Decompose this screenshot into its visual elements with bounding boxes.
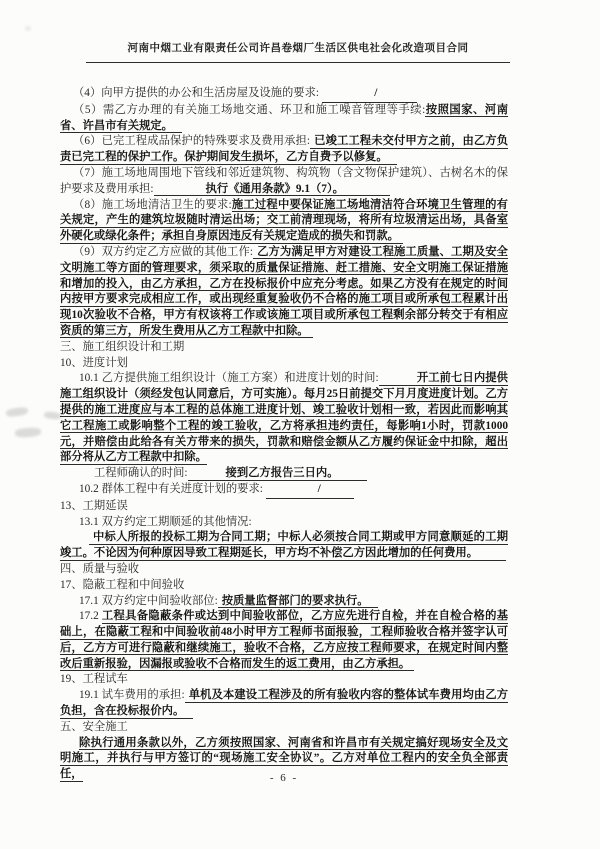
scan-smudge bbox=[15, 427, 42, 438]
engineer-confirm-fill-text: 接到乙方报告三日内。 bbox=[188, 467, 367, 481]
item-4-label: （4）向甲方提供的办公和生活房屋及设施的要求: bbox=[73, 87, 320, 99]
scan-smudge bbox=[25, 26, 31, 31]
section-4-heading: 四、质量与验收 bbox=[60, 562, 140, 575]
item-10-2-label: 10.2 群体工程中有关进度计划的要求: bbox=[79, 482, 263, 495]
item-9-label: （9）双方约定乙方应做的其他工作: bbox=[73, 245, 254, 258]
scan-smudge bbox=[44, 411, 62, 420]
contract-item-10-2 bbox=[60, 482, 508, 499]
item-8-label: （8）施工场地清洁卫生的要求: bbox=[73, 198, 232, 211]
item-13-1-label: 13.1 双方约定工期顺延的其他情况: bbox=[79, 515, 252, 528]
contract-item-17-1 bbox=[60, 594, 508, 610]
contract-item-9 bbox=[60, 245, 508, 340]
clause-17-heading: 17、隐蔽工程和中间验收 bbox=[60, 578, 185, 591]
item-7-fill-text: 执行《通用条款》9.1（7）。 bbox=[154, 183, 390, 197]
item-10-1-label: 10.1 乙方提供施工组织设计（施工方案）和进度计划的时间: bbox=[79, 372, 379, 385]
contract-body bbox=[60, 86, 508, 783]
item-8-fill-text: 施工过程中要保证施工场地清洁符合环境卫生管理的有关规定，产生的建筑垃圾随时清运出场；交工前清理现场，将所有垃圾清运出场，具备室外硬化或绿化条件；承担自身原因违反有关规定造成的损失和罚款。 bbox=[60, 198, 508, 243]
contract-item-7 bbox=[60, 166, 508, 198]
contract-item-13-1 bbox=[60, 515, 508, 531]
item-5-label: （5）需乙方办理的有关施工场地交通、环卫和施工噪音管理等手续: bbox=[73, 103, 426, 116]
contract-item-6 bbox=[60, 134, 508, 166]
item-17-2-fill-text: 工程具备隐蔽条件或达到中间验收部位，乙方应先进行自检，并在自检合格的基础上，在隐蔽工程和中间验收前48小时甲方工程师书面报验，工程师验收合格并签字认可后，乙方方可进行隐蔽和继续施工，验收不合格，乙方应按工程师要求，在规定时间内整改后重新报验，因漏报或验收不合格而发生的返工费用，由乙方承担。 bbox=[60, 610, 508, 670]
contract-title: 河南中烟工业有限责任公司许昌卷烟厂生活区供电社会化改造项目合同 bbox=[86, 40, 510, 63]
item-10-2-blank-field: / bbox=[266, 482, 354, 499]
section-3-heading: 三、施工组织设计和工期 bbox=[60, 340, 185, 353]
contract-item-4 bbox=[60, 86, 508, 103]
item-9-fill-text: 乙方为满足甲方对建设工程施工质量、工期及安全文明施工等方面的管理要求，须采取的质量保证措施、赶工措施、安全文明施工保证措施和增加的投入，由乙方承担，乙方在投标报价中应充分考虑。如果乙方没有在规定的时间内按甲方要求完成相应工作，或出现经重复验收仍不合格的施工项目或所承包工程累计出现10次验收不合格，甲方有权该将工作或该施工项目或所承包工程剩余部分转交于有相应资质的第三方，所发生费用从乙方工程款中扣除。 bbox=[60, 245, 508, 337]
contract-item-8 bbox=[60, 198, 508, 245]
contract-item-19-1 bbox=[60, 688, 508, 720]
item-13-1-fill-text: 中标人所报的投标工期为合同工期；中标人必须按合同工期或甲方同意顺延的工期竣工。不论因为何种原因导致工程期延长，甲方均不补偿乙方因此增加的任何费用。 bbox=[60, 531, 508, 560]
engineer-confirm-label: 工程师确认的时间: bbox=[94, 467, 188, 480]
clause-13-heading: 13、工期延误 bbox=[60, 499, 128, 512]
item-10-1-fill-text: 开工前七日内提供施工组织设计（须经发包认同意后，方可实施）。每月25日前提交下月月度进度计划。乙方提供的施工进度应与本工程的总体施工进度计划、竣工验收计划相一致，若因此而影响其它工程施工或影响整个工程的竣工验收，乙方将承担违约责任，每影响1小时，罚款1000元，并赔偿由此给各有关方带来的损失，罚款和赔偿金额从乙方履约保证金中扣除，超出部分将从乙方工程款中扣除。 bbox=[60, 372, 508, 464]
item-19-1-label: 19.1 试车费用的承担: bbox=[79, 689, 185, 702]
page-number: - 6 - bbox=[269, 772, 299, 784]
engineer-confirm-line bbox=[60, 466, 508, 482]
item-6-label: （6）已完工程成品保护的特殊要求及费用承担: bbox=[73, 135, 311, 148]
contract-item-5 bbox=[60, 103, 508, 135]
item-17-2-label: 17.2 bbox=[79, 610, 99, 623]
scan-smudge bbox=[6, 407, 29, 418]
item-17-1-label: 17.1 双方约定中间验收部位: bbox=[79, 594, 218, 607]
item-7-label: （7）施工场地周围地下管线和邻近建筑物、构筑物（含文物保护建筑）、古树名木的保护要求及费用承担: bbox=[60, 166, 508, 195]
contract-item-17-2 bbox=[60, 609, 508, 672]
section-5-fill-text: 除执行通用条款以外，乙方须按照国家、河南省和许昌市有关规定搞好现场安全及文明施工，并执行与甲方签订的“现场施工安全协议”。乙方对单位工程内的安全负全部责任， bbox=[60, 736, 508, 781]
item-17-1-fill-text: 按质量监督部门的要求执行。 bbox=[218, 595, 378, 609]
item-13-1-answer bbox=[60, 530, 508, 562]
clause-10-heading: 10、进度计划 bbox=[60, 356, 128, 369]
item-4-blank-field: / bbox=[322, 86, 417, 103]
item-5-fill-text: 按照国家、河南省、许昌市有关规定。 bbox=[60, 103, 508, 132]
contract-item-10-1 bbox=[60, 371, 508, 466]
item-6-fill-text: 已竣工工程未交付甲方之前，由乙方负责已完工程的保护工作。保护期间发生损坏，乙方自费予以修复。 bbox=[60, 135, 508, 164]
clause-19-heading: 19、工程试车 bbox=[60, 673, 128, 686]
item-19-1-fill-text: 单机及本建设工程涉及的所有验收内容的整体试车费用均由乙方负担，含在投标报价内。 bbox=[60, 689, 508, 718]
section-5-heading: 五、安全施工 bbox=[60, 720, 128, 733]
